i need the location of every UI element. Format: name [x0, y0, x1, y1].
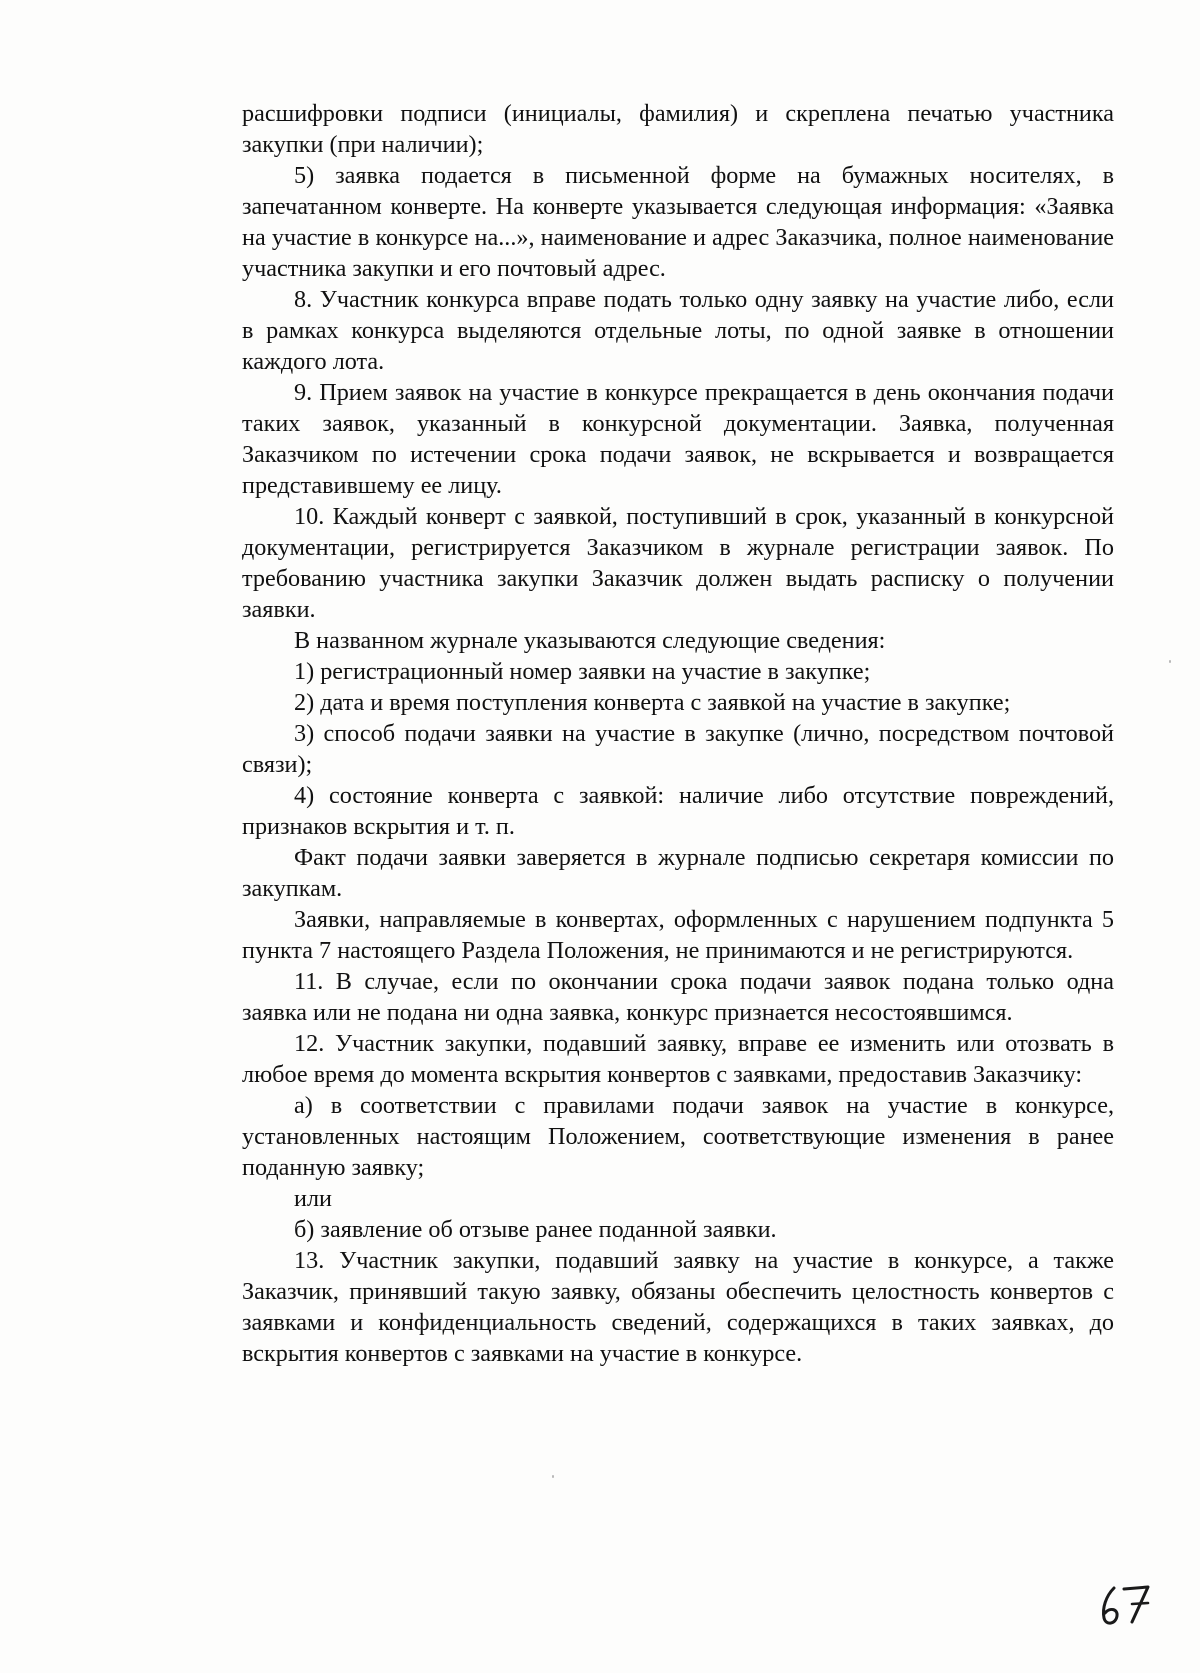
paragraph-item-11: 11. В случае, если по окончании срока подачи заявок подана только одна заявка или не подана ни одна заявка, конкурс признается несостоявшимся.: [242, 968, 1114, 1026]
paragraph-subitem-5: 5) заявка подается в письменной форме на бумажных носителях, в запечатанном конверте. На конверте указывается следующая информация: «Заявка на участие в конкурсе на...», наименование и адрес Заказчика, полное наименование участника закупки и его почтовый адрес.: [242, 162, 1114, 282]
list-item-3: 3) способ подачи заявки на участие в закупке (лично, посредством почтовой связи);: [242, 720, 1114, 778]
list-item-a: а) в соответствии с правилами подачи заявок на участие в конкурсе, установленных настоящим Положением, соответствующие изменения в ранее поданную заявку;: [242, 1092, 1114, 1181]
list-item-4: 4) состояние конверта с заявкой: наличие либо отсутствие повреждений, признаков вскрытия и т. п.: [242, 782, 1114, 840]
paragraph-or: или: [294, 1185, 332, 1212]
paragraph-fact-of-submission: Факт подачи заявки заверяется в журнале подписью секретаря комиссии по закупкам.: [242, 844, 1114, 902]
paragraph-item-8: 8. Участник конкурса вправе подать только одну заявку на участие либо, если в рамках конкурса выделяются отдельные лоты, по одной заявке в отношении каждого лота.: [242, 286, 1114, 375]
paragraph-item-10: 10. Каждый конверт с заявкой, поступивший в срок, указанный в конкурсной документации, регистрируется Заказчиком в журнале регистрации заявок. По требованию участника закупки Заказчик должен выдать расписку о получении заявки.: [242, 503, 1114, 623]
handwritten-67-glyph: [1098, 1582, 1158, 1628]
scan-speck: [1169, 660, 1171, 663]
paragraph-continuation: расшифровки подписи (инициалы, фамилия) и скреплена печатью участника закупки (при наличии);: [242, 100, 1114, 158]
list-item-2: 2) дата и время поступления конверта с заявкой на участие в закупке;: [294, 689, 1011, 716]
scan-speck: [552, 1475, 554, 1478]
paragraph-rejected-applications: Заявки, направляемые в конвертах, оформленных с нарушением подпункта 5 пункта 7 настоящего Раздела Положения, не принимаются и не регистрируются.: [242, 906, 1114, 964]
paragraph-item-12: 12. Участник закупки, подавший заявку, вправе ее изменить или отозвать в любое время до момента вскрытия конвертов с заявками, предоставив Заказчику:: [242, 1030, 1114, 1088]
list-item-1: 1) регистрационный номер заявки на участие в закупке;: [294, 658, 871, 685]
paragraph-item-9: 9. Прием заявок на участие в конкурсе прекращается в день окончания подачи таких заявок, указанный в конкурсной документации. Заявка, полученная Заказчиком по истечении срока подачи заявок, не вскрывается и возвращается представившему ее лицу.: [242, 379, 1114, 499]
list-item-b: б) заявление об отзыве ранее поданной заявки.: [294, 1216, 777, 1243]
paragraph-journal-intro: В названном журнале указываются следующие сведения:: [294, 627, 886, 654]
handwritten-page-number: [1098, 1582, 1158, 1628]
paragraph-item-13: 13. Участник закупки, подавший заявку на участие в конкурсе, а также Заказчик, принявший такую заявку, обязаны обеспечить целостность конвертов с заявками и конфиденциальность сведений, содержащихся в таких заявках, до вскрытия конвертов с заявками на участие в конкурсе.: [242, 1247, 1114, 1367]
document-body: [242, 98, 1114, 1369]
